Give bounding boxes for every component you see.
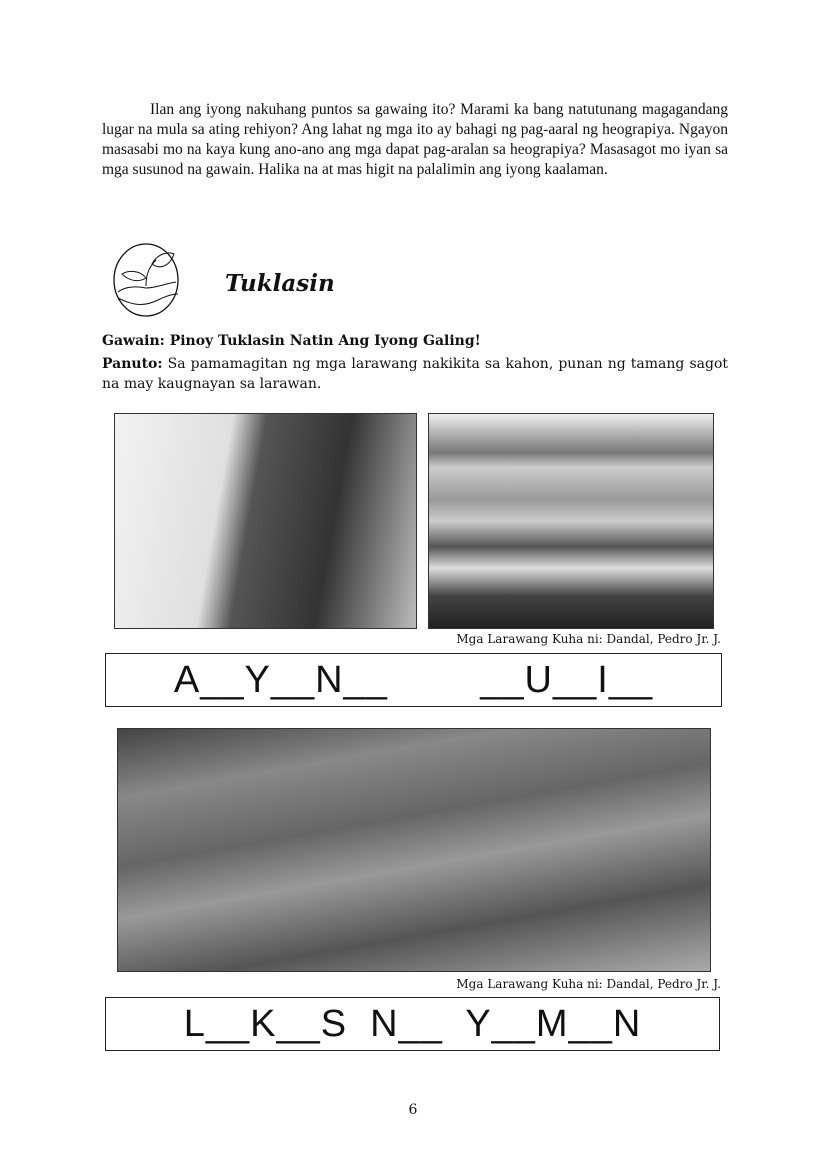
instructions-label: Panuto:: [102, 356, 163, 372]
photo-caption: Mga Larawang Kuha ni: Dandal, Pedro Jr. J.: [456, 632, 721, 646]
instructions-text: Sa pamamagitan ng mga larawang nakikita sa kahon, punan ng tamang sagot na may kaugnayan sa larawan.: [102, 356, 728, 392]
page-number: 6: [408, 1102, 418, 1118]
instructions: [102, 354, 728, 394]
fish-produce-photo: [117, 728, 711, 972]
lake-photo: [428, 413, 714, 629]
beach-photo: [114, 413, 417, 629]
photo-caption: Mga Larawang Kuha ni: Dandal, Pedro Jr. J.: [456, 977, 721, 991]
hand-plant-icon: [112, 242, 180, 318]
answer-puzzle-box: A__Y__N__ __U__I__: [105, 653, 722, 707]
section-title: Tuklasin: [225, 270, 335, 297]
activity-title: Gawain: Pinoy Tuklasin Natin Ang Iyong Galing!: [102, 333, 481, 349]
intro-paragraph: Ilan ang iyong nakuhang puntos sa gawaing ito? Marami ka bang natutunang magagandang lugar na mula sa ating rehiyon? Ang lahat ng mga ito ay bahagi ng pag-aaral ng heograpiya. Ngayon masasabi mo na kaya kung ano-ano ang mga dapat pag-aralan sa heograpiya? Masasagot mo iyan sa mga susunod na gawain. Halika na at mas higit na palalimin ang iyong kaalaman.: [102, 101, 728, 178]
answer-puzzle-box: L__K__S N__ Y__M__N: [105, 997, 720, 1051]
